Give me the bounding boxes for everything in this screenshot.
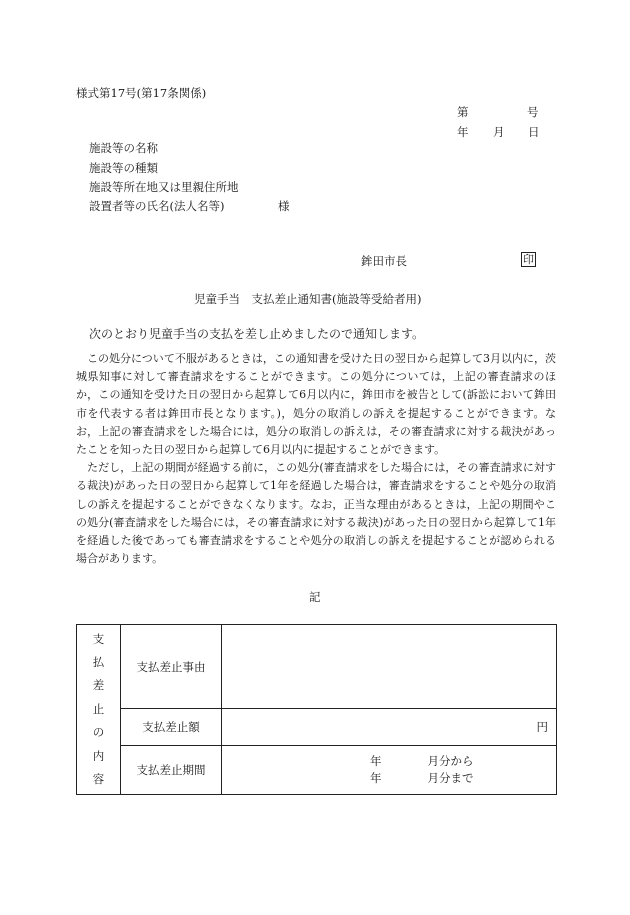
date-year: 年 — [457, 125, 469, 139]
period-to: 年 月分まで — [370, 771, 474, 785]
side-char: 内 — [92, 748, 105, 763]
yen-unit: 円 — [536, 720, 548, 734]
side-char: の — [92, 725, 105, 740]
issuer-title: 鉾田市長 — [361, 254, 407, 268]
facility-name-label: 施設等の名称 — [89, 141, 158, 155]
side-char: 差 — [92, 678, 105, 693]
document-title: 児童手当 支払差止通知書(施設等受給者用) — [194, 292, 422, 306]
facility-type-label: 施設等の種類 — [89, 161, 158, 175]
amount-label: 支払差止額 — [121, 709, 222, 746]
period-label: 支払差止期間 — [121, 746, 222, 795]
date-month: 月 — [493, 125, 505, 139]
period-value — [222, 746, 557, 795]
founder-name-label: 設置者等の氏名(法人名等) — [89, 199, 225, 213]
period-lines — [370, 753, 474, 787]
notice-paragraph-1: この処分について不服があるときは，この通知書を受けた日の翌日から起算して3月以内に，茨城県知事に対して審査請求をすることができます。この処分については，上記の審査請求のほか，この通知を受けた日の翌日から起算して6月以内に，鉾田市を被告として(訴訟において鉾田市を代表する者は鉾田市長となります。)，処分の取消しの訴えを提起することができます。なお，上記の審査請求をした場合には，処分の取消しの訴えは，その審査請求に対する裁決があったことを知った日の翌日から起算して6月以内に提起することができます。 — [76, 352, 556, 457]
period-from: 年 月分から — [370, 754, 474, 768]
notice-paragraph-2: ただし，上記の期間が経過する前に，この処分(審査請求をした場合には，その審査請求に対する裁決)があった日の翌日から起算して1年を経過した場合は，審査請求をすることや処分の取消しの訴えを提起することができなくなります。なお，正当な理由があるときは，上記の期間やこの処分(審査請求をした場合には，その審査請求に対する裁決)があった日の翌日から起算して1年を経過した後であっても審査請求をすることや処分の取消しの訴えを提起することが認められる場合があります。 — [76, 461, 556, 566]
ki-label: 記 — [309, 590, 321, 604]
seal-char: 印 — [523, 253, 534, 266]
reason-label: 支払差止事由 — [121, 625, 222, 709]
side-label — [77, 625, 121, 795]
side-char: 容 — [92, 772, 105, 787]
amount-value — [222, 709, 557, 746]
doc-number-prefix: 第 — [457, 105, 469, 119]
notice-paragraphs — [76, 350, 556, 568]
facility-address-label: 施設等所在地又は里親住所地 — [89, 180, 239, 194]
side-char: 払 — [92, 654, 105, 669]
seal-mark — [521, 252, 536, 267]
side-char: 支 — [92, 631, 105, 646]
detail-table — [76, 624, 557, 795]
honorific: 様 — [278, 199, 290, 213]
form-number: 様式第17号(第17条関係) — [76, 86, 207, 100]
date-day: 日 — [528, 125, 540, 139]
intro-text: 次のとおり児童手当の支払を差し止めましたので通知します。 — [89, 327, 425, 341]
side-char: 止 — [92, 701, 105, 716]
doc-number-suffix: 号 — [527, 105, 539, 119]
reason-value — [222, 625, 557, 709]
